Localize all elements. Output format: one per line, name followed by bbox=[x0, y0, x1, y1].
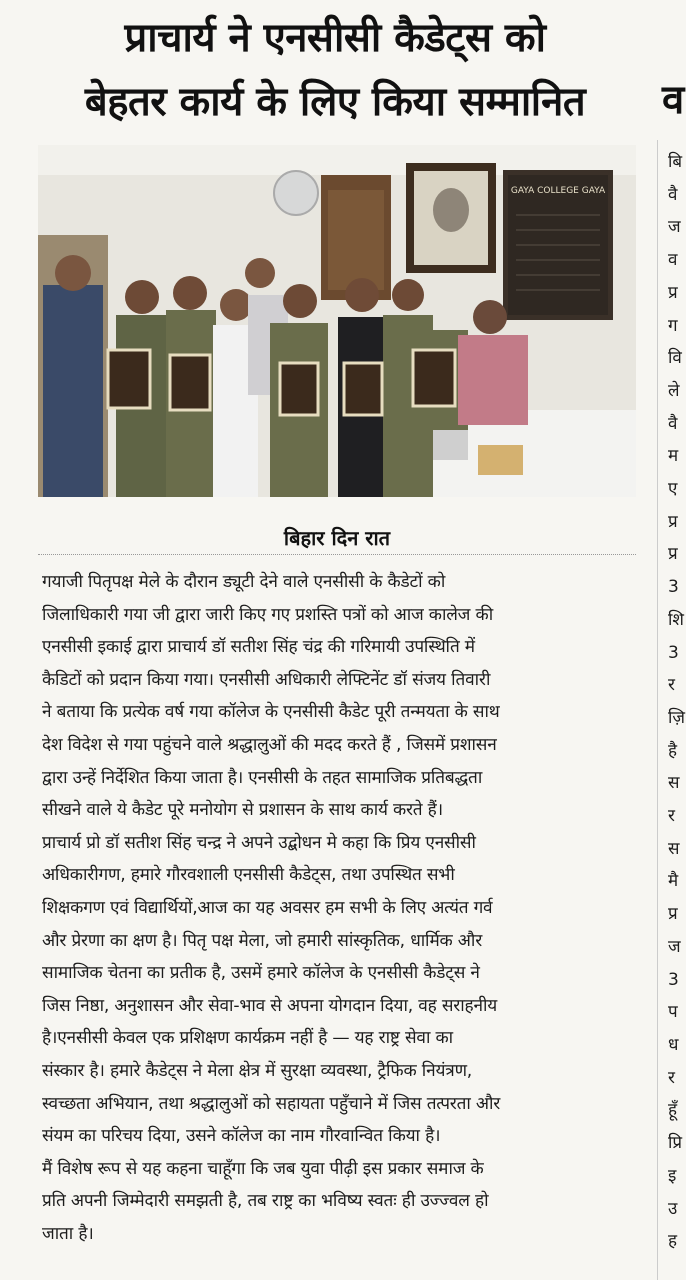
next-column-line: बि bbox=[668, 152, 683, 172]
body-line: मैं विशेष रूप से यह कहना चाहूँगा कि जब युवा पीढ़ी इस प्रकार समाज के bbox=[42, 1158, 484, 1179]
wall-fan bbox=[274, 171, 318, 215]
next-column-line: व bbox=[668, 250, 678, 271]
next-column-line: ज bbox=[668, 217, 681, 238]
body-line: शिक्षकगण एवं विद्यार्थियों,आज का यह अवसर हम सभी के लिए अत्यंत गर्व bbox=[42, 897, 493, 918]
body-line: प्रति अपनी जिम्मेदारी समझती है, तब राष्ट्र का भविष्य स्वतः ही उज्ज्वल हो bbox=[42, 1191, 489, 1212]
next-column-line: इ bbox=[668, 1165, 677, 1186]
article-body bbox=[42, 566, 642, 1250]
headline-line-1: प्राचार्य ने एनसीसी कैडेट्स को bbox=[124, 15, 546, 61]
next-column-line: 3 bbox=[668, 577, 679, 598]
headline-line-2: बेहतर कार्य के लिए किया सम्मानित bbox=[84, 79, 586, 125]
next-column-line: प्र bbox=[668, 904, 678, 925]
next-column-line: वै bbox=[668, 413, 678, 434]
next-column-line: मै bbox=[668, 871, 679, 892]
next-column-line: 3 bbox=[668, 969, 679, 990]
next-column-line: ए bbox=[668, 479, 678, 500]
next-column-line: ज bbox=[668, 936, 681, 957]
next-article-headline-fragment: व bbox=[662, 77, 685, 123]
byline-divider bbox=[38, 554, 636, 555]
next-column-line: प्र bbox=[668, 282, 678, 303]
next-column-line: ह bbox=[668, 1231, 678, 1252]
body-line: देश विदेश से गया पहुंचने वाले श्रद्धालुओं की मदद करते हैं , जिसमें प्रशासन bbox=[42, 734, 497, 755]
next-column-line: वि bbox=[668, 348, 682, 369]
next-column-line: प्रि bbox=[668, 1133, 683, 1154]
next-column-line: शि bbox=[668, 609, 684, 630]
body-line: सीखने वाले ये कैडेट पूरे मनोयोग से प्रशासन के साथ कार्य करते हैं। bbox=[42, 800, 443, 821]
body-line: स्वच्छता अभियान, तथा श्रद्धालुओं को सहायता पहुँचाने में जिस तत्परता और bbox=[42, 1093, 501, 1114]
body-line: संयम का परिचय दिया, उसने कॉलेज का नाम गौरवान्वित किया है। bbox=[42, 1126, 441, 1147]
next-column-line: र bbox=[668, 675, 675, 696]
news-photo bbox=[38, 145, 636, 497]
body-line: है।एनसीसी केवल एक प्रशिक्षण कार्यक्रम नहीं है — यह राष्ट्र सेवा का bbox=[42, 1028, 453, 1049]
body-line: जिलाधिकारी गया जी द्वारा जारी किए गए प्रशस्ति पत्रों को आज कालेज की bbox=[42, 604, 493, 625]
next-column-line: स bbox=[668, 773, 680, 794]
headline bbox=[30, 6, 640, 134]
body-line: अधिकारीगण, हमारे गौरवशाली एनसीसी कैडेट्स, तथा उपस्थित सभी bbox=[42, 865, 455, 886]
body-line: और प्रेरणा का क्षण है। पितृ पक्ष मेला, जो हमारी सांस्कृतिक, धार्मिक और bbox=[42, 930, 483, 951]
next-column-line: उ bbox=[668, 1198, 678, 1219]
next-column-line: वै bbox=[668, 184, 678, 205]
source-byline: बिहार दिन रात bbox=[283, 526, 391, 550]
next-column-line: 3 bbox=[668, 642, 679, 663]
body-line: ने बताया कि प्रत्येक वर्ष गया कॉलेज के एनसीसी कैडेट पूरी तन्मयता के साथ bbox=[42, 702, 500, 723]
college-board-title: GAYA COLLEGE GAYA bbox=[510, 186, 606, 196]
next-column-line: प bbox=[668, 1002, 678, 1023]
next-column-line: र bbox=[668, 806, 675, 827]
next-column-line: स bbox=[668, 838, 680, 859]
body-line: जिस निष्ठा, अनुशासन और सेवा-भाव से अपना योगदान दिया, वह सराहनीय bbox=[42, 995, 498, 1016]
next-column-line: है bbox=[668, 740, 678, 761]
body-line: गयाजी पितृपक्ष मेले के दौरान ड्यूटी देने वाले एनसीसी के कैडेटों को bbox=[42, 572, 446, 592]
photo-illustration bbox=[38, 145, 636, 497]
body-line: संस्कार है। हमारे कैडेट्स ने मेला क्षेत्र में सुरक्षा व्यवस्था, ट्रैफिक नियंत्रण, bbox=[42, 1060, 473, 1081]
next-column-line: र bbox=[668, 1067, 675, 1088]
next-column-line: म bbox=[668, 446, 679, 467]
next-column-fragment bbox=[668, 146, 686, 1258]
column-divider bbox=[657, 140, 658, 1280]
body-line: जाता है। bbox=[42, 1223, 94, 1244]
next-column-line: प्र bbox=[668, 544, 678, 565]
body-line: सामाजिक चेतना का प्रतीक है, उसमें हमारे कॉलेज के एनसीसी कैडेट्स ने bbox=[42, 963, 480, 984]
next-column-line: ले bbox=[668, 380, 680, 401]
next-column-line: हूँ bbox=[668, 1100, 678, 1121]
body-line: द्वारा उन्हें निर्देशित किया जाता है। एनसीसी के तहत सामाजिक प्रतिबद्धता bbox=[42, 767, 483, 788]
next-column-line: ग bbox=[668, 315, 678, 336]
body-line: एनसीसी इकाई द्वारा प्राचार्य डॉ सतीश सिंह चंद्र की गरिमायी उपस्थिति में bbox=[42, 637, 475, 658]
next-column-line: ध bbox=[668, 1034, 679, 1055]
body-line: कैडिटों को प्रदान किया गया। एनसीसी अधिकारी लेफ्टिनेंट डॉ संजय तिवारी bbox=[42, 669, 491, 690]
next-column-line: ज़ि bbox=[668, 707, 686, 728]
next-column-line: प्र bbox=[668, 511, 678, 532]
body-line: प्राचार्य प्रो डॉ सतीश सिंह चन्द्र ने अपने उद्बोधन मे कहा कि प्रिय एनसीसी bbox=[42, 832, 476, 853]
